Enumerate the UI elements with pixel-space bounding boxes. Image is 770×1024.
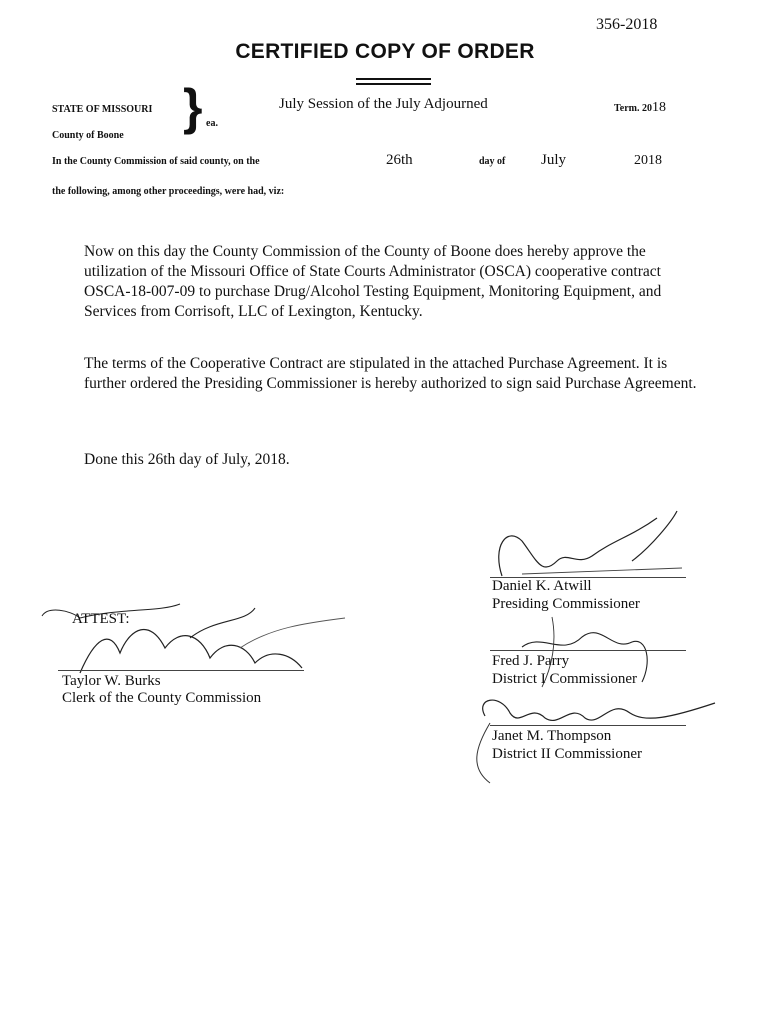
county-label: County of Boone xyxy=(52,130,124,141)
district-2-signature-line xyxy=(490,725,686,726)
district-1-signature-line xyxy=(490,650,686,651)
clerk-signature-line xyxy=(58,670,304,671)
district-2-commissioner-title: District II Commissioner xyxy=(492,746,642,762)
district-1-commissioner-name: Fred J. Parry xyxy=(492,653,570,669)
clerk-name: Taylor W. Burks xyxy=(62,673,161,689)
bracket-icon: } xyxy=(183,79,203,135)
state-label: STATE OF MISSOURI xyxy=(52,104,153,115)
presiding-commissioner-title: Presiding Commissioner xyxy=(492,596,640,612)
proceedings-label: the following, among other proceedings, were had, viz: xyxy=(52,186,285,197)
order-number: 356-2018 xyxy=(596,16,658,33)
presiding-commissioner-signature xyxy=(482,506,692,586)
intro-label: In the County Commission of said county, on the xyxy=(52,156,260,167)
title-underline xyxy=(356,83,431,85)
session-text: July Session of the July Adjourned xyxy=(279,96,488,112)
district-1-commissioner-title: District I Commissioner xyxy=(492,671,637,687)
term-year: 18 xyxy=(651,100,666,115)
district-2-commissioner-name: Janet M. Thompson xyxy=(492,728,612,744)
day-of-label: day of xyxy=(479,156,506,167)
term-label: Term. 20 xyxy=(614,103,652,114)
ea-label: ea. xyxy=(206,118,218,129)
order-paragraph-1: Now on this day the County Commission of the County of Boone does hereby approve the utilization of the Missouri Office of State Courts Administrator (OSCA) cooperative contract OSCA-18-007-09 to purchase Drug/Alcohol Testing Equipment, Monitoring Equipment, and Services from Corrisoft, LLC of Lexington, Kentucky. xyxy=(84,243,662,320)
attest-label: ATTEST: xyxy=(72,611,130,627)
done-line: Done this 26th day of July, 2018. xyxy=(84,451,290,468)
year-value: 2018 xyxy=(634,153,662,168)
presiding-commissioner-name: Daniel K. Atwill xyxy=(492,578,592,594)
clerk-title: Clerk of the County Commission xyxy=(62,690,262,706)
document-title: CERTIFIED COPY OF ORDER xyxy=(235,40,535,63)
day-value: 26th xyxy=(386,152,413,168)
title-underline xyxy=(356,78,431,80)
order-paragraph-2: The terms of the Cooperative Contract are stipulated in the attached Purchase Agreement. It is further ordered the Presiding Commissioner is hereby authorized to sign said Purchase Agreement. xyxy=(84,355,697,392)
month-value: July xyxy=(541,152,567,168)
term-field xyxy=(614,98,666,116)
